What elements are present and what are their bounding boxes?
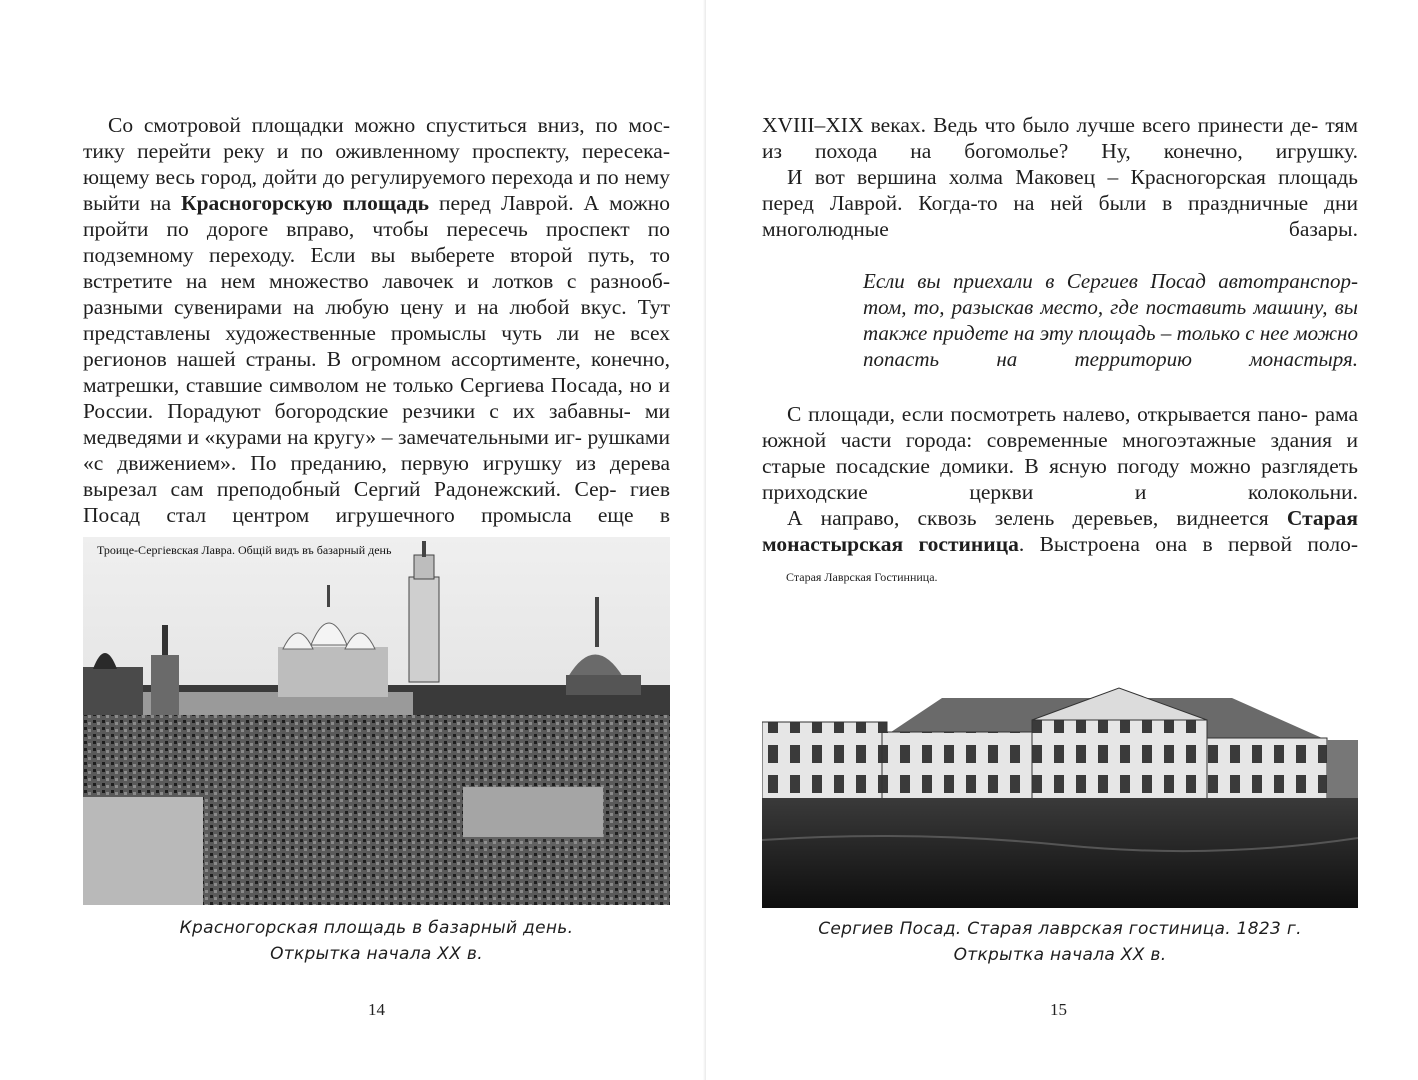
note-line: вы также придете на эту площадь – только с нее: [863, 295, 1358, 345]
text-line: многолюдные базары.: [762, 217, 1358, 241]
photo-title-right: Старая Лаврская Гостинница.: [786, 570, 938, 584]
note-line: том, то, разыскав место, где поставить машину,: [863, 295, 1328, 319]
right-paragraph-1: [762, 112, 1358, 164]
text-line: гиев Посад стал центром игрушечного промысла еще в: [83, 477, 670, 527]
caption-line-2: Открытка начала XX в.: [270, 944, 483, 964]
text-line: ющему весь город, дойти до регулируемого перехода и по: [83, 165, 619, 189]
place-name-bold: Красногорскую площадь: [180, 191, 430, 215]
text-line: здания и старые посадские домики. В ясную погоду можно: [762, 428, 1359, 478]
text-line: Со смотровой площадки можно спуститься вниз, по мос-: [108, 113, 670, 137]
text-line: XVIII–XIX веках. Ведь что было лучше всего принести де-: [762, 113, 1319, 137]
left-page: [0, 0, 706, 1080]
text-line: А направо, сквозь зелень деревьев, виднеется: [787, 506, 1269, 530]
text-line: разглядеть приходские церкви и колокольни.: [762, 454, 1358, 504]
left-caption: [83, 915, 670, 967]
text-line: нему выйти на: [83, 165, 671, 215]
right-paragraph-3: [762, 401, 1358, 505]
lavra-market-photo: [83, 537, 670, 905]
text-line: можно пройти по дороге вправо, чтобы пересечь проспект: [83, 191, 670, 241]
note-line: можно попасть на территорию монастыря.: [863, 321, 1359, 371]
text-line: регионов нашей страны. В огромном ассортименте, конечно,: [83, 347, 670, 371]
text-line: представлены художественные промыслы чуть ли не всех: [83, 321, 670, 345]
caption-line-1: Красногорская площадь в базарный день.: [179, 918, 574, 938]
text-line: по подземному переходу. Если вы выберете второй путь, то: [83, 217, 670, 267]
text-line: перед Лаврой. Когда-то на ней были в праздничные дни: [762, 191, 1358, 215]
text-line: тям из похода на богомолье? Ну, конечно, игрушку.: [762, 113, 1359, 163]
page-number-right: 15: [1050, 1000, 1067, 1019]
text-line: тику перейти реку и по оживленному проспекту, пересека-: [83, 139, 670, 163]
text-line: дерева вырезал сам преподобный Сергий Радонежский. Сер-: [83, 451, 670, 501]
text-line: С площади, если посмотреть налево, открывается пано-: [787, 402, 1308, 426]
travel-note: [863, 268, 1358, 372]
photo-title-left: Троице-Сергіевская Лавра. Общій видъ въ базарный день: [97, 543, 392, 557]
page-number-left: 14: [368, 1000, 385, 1019]
text-line: . Выстроена она в первой поло-: [1018, 532, 1359, 556]
left-paragraph: [83, 112, 670, 528]
text-line: перед Лаврой. А: [438, 191, 600, 215]
caption-line-2: Открытка начала XX в.: [953, 945, 1167, 965]
text-line: И вот вершина холма Маковец – Красногорская площадь: [787, 165, 1358, 189]
right-caption: [762, 916, 1358, 968]
text-line: рушками «с движением». По преданию, первую игрушку из: [83, 425, 670, 475]
right-page: [706, 0, 1418, 1080]
caption-line-1: Сергиев Посад. Старая лаврская гостиница. 1823 г.: [818, 919, 1302, 939]
right-paragraph-2: [762, 164, 1358, 242]
text-line: разными сувенирами на любую цену и на любой вкус. Тут: [83, 295, 670, 319]
note-line: Если вы приехали в Сергиев Посад автотранспор-: [863, 269, 1358, 293]
text-line: ми медведями и «курами на кругу» – замечательными иг-: [83, 399, 670, 449]
hotel-name-bold: монастырская гостиница: [762, 532, 1019, 556]
text-line: рама южной части города: современные многоэтажные: [762, 402, 1359, 452]
hotel-photo: [762, 680, 1358, 908]
text-line: встретите на нем множество лавочек и лотков с разнооб-: [83, 269, 670, 293]
right-paragraph-4: [762, 505, 1358, 557]
hotel-name-bold: Старая: [1286, 506, 1358, 530]
text-line: матрешки, ставшие символом не только Сергиева Посада,: [83, 373, 623, 397]
text-line: но и России. Порадуют богородские резчики с их забавны-: [83, 373, 671, 423]
